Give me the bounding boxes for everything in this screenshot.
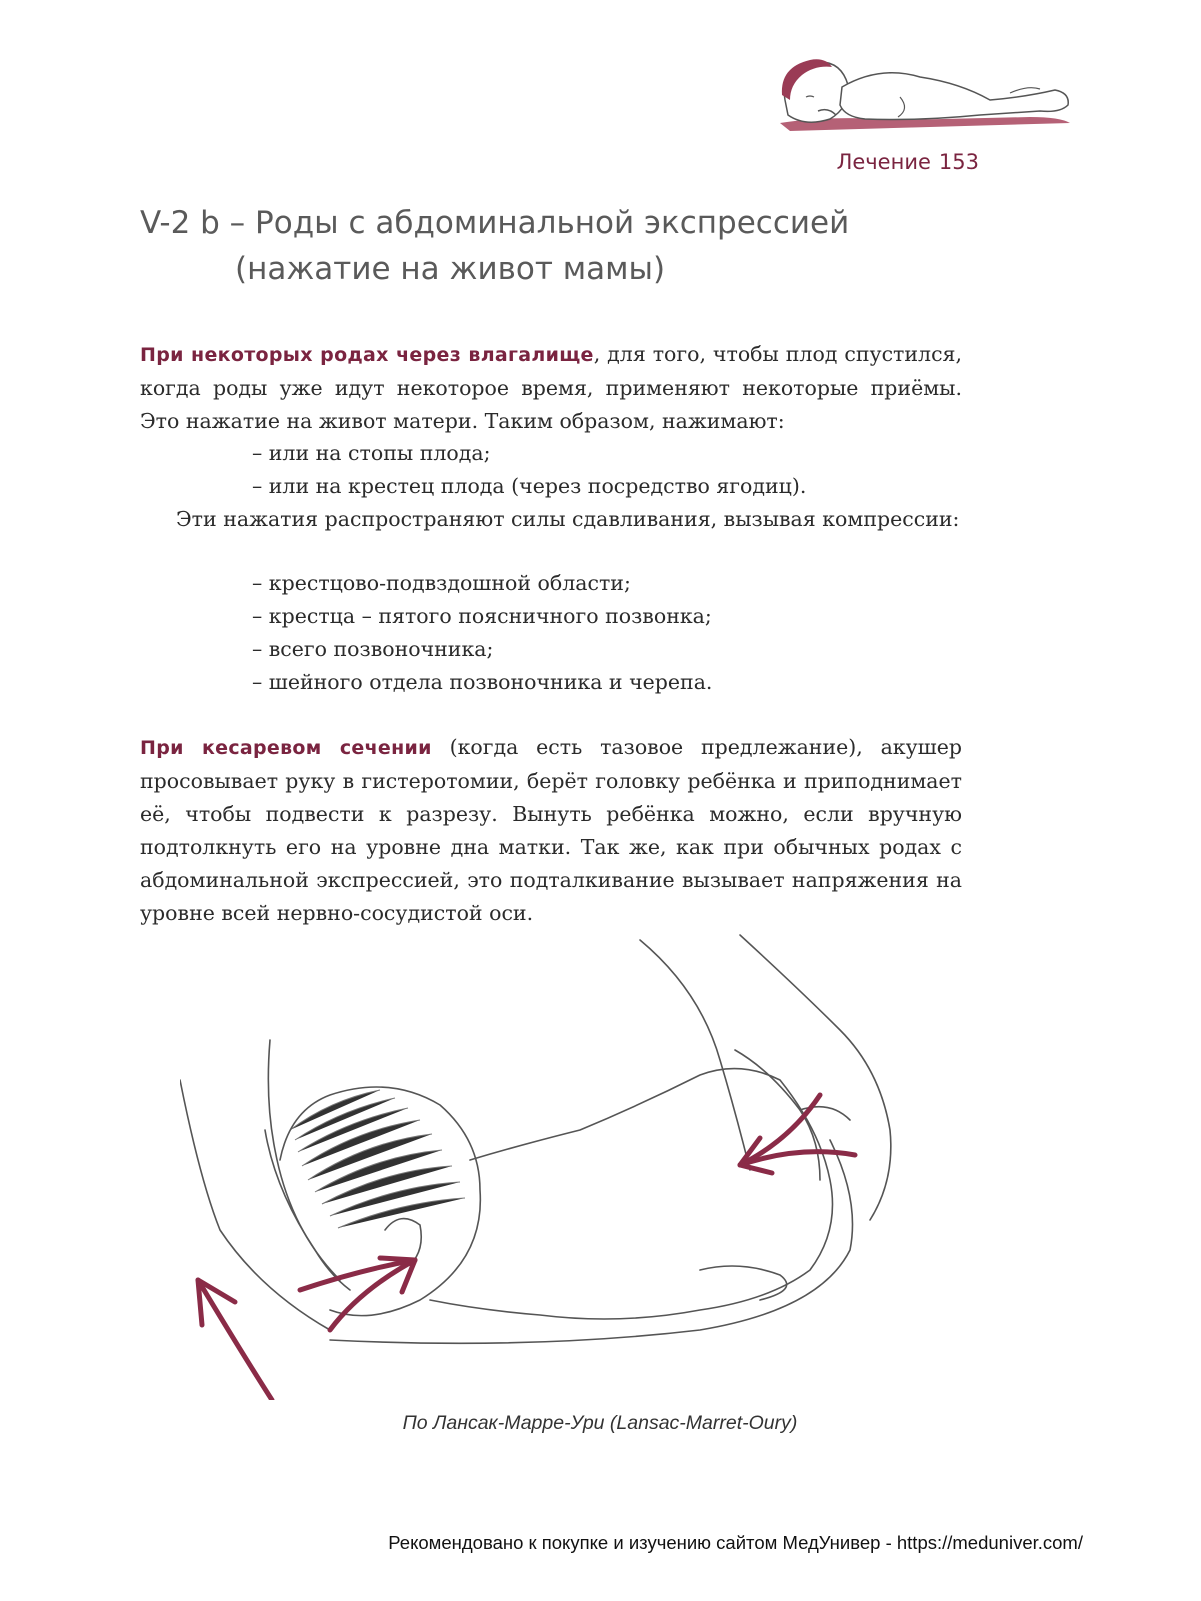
- pressure-points-list: [252, 437, 806, 503]
- paragraph-lead: При кесаревом сечении: [140, 737, 432, 759]
- section-name: Лечение: [836, 150, 931, 174]
- list-item: – или на стопы плода;: [252, 441, 491, 465]
- caesarean-delivery-illustration: [180, 930, 940, 1400]
- list-item: – всего позвоночника;: [252, 637, 494, 661]
- section-title: [140, 200, 940, 292]
- sleeping-baby-illustration: [770, 45, 1090, 145]
- page-number: 153: [938, 150, 979, 174]
- paragraph-compression: [140, 503, 962, 536]
- list-item: – крестцово-подвздошной области;: [252, 571, 631, 595]
- figure-caption: По Лансак-Марре-Ури (Lansac-Marret-Oury): [402, 1412, 798, 1434]
- running-head: [837, 150, 979, 174]
- footer-recommendation: Рекомендовано к покупке и изучению сайтом МедУнивер - https://meduniver.com/: [388, 1532, 1083, 1553]
- list-item: – крестца – пятого поясничного позвонка;: [252, 604, 712, 628]
- paragraph-lead: При некоторых родах через влагалище: [140, 344, 594, 366]
- list-item: – или на крестец плода (через посредство ягодиц).: [252, 474, 807, 498]
- paragraph-vaginal-birth: [140, 338, 962, 438]
- title-line-2: (нажатие на живот мамы): [235, 251, 666, 287]
- title-line-1: V-2 b – Роды с абдоминальной экспрессией: [140, 205, 850, 241]
- paragraph-caesarean: [140, 731, 962, 930]
- paragraph-text: Эти нажатия распространяют силы сдавливания, вызывая компрессии:: [176, 507, 960, 531]
- list-item: – шейного отдела позвоночника и черепа.: [252, 670, 713, 694]
- paragraph-text: (когда есть тазовое предлежание), акушер просовывает руку в гистеротомии, берёт головку ребёнка и приподнимает её, чтобы подвести к разрезу. Вынуть ребёнка можно, если вручную подтолкнуть его на уровне дна матки. Так же, как при обычных родах с абдоминальной экспрессией, это подталкивание вызывает напряжения на уровне всей нервно-сосудистой оси.: [140, 735, 962, 925]
- paragraph-text: , для того, чтобы плод спустился, когда роды уже идут некоторое время, применяют некоторые приёмы. Это нажатие на живот матери. Таким образом, нажимают:: [140, 342, 963, 433]
- compression-list: [252, 567, 712, 699]
